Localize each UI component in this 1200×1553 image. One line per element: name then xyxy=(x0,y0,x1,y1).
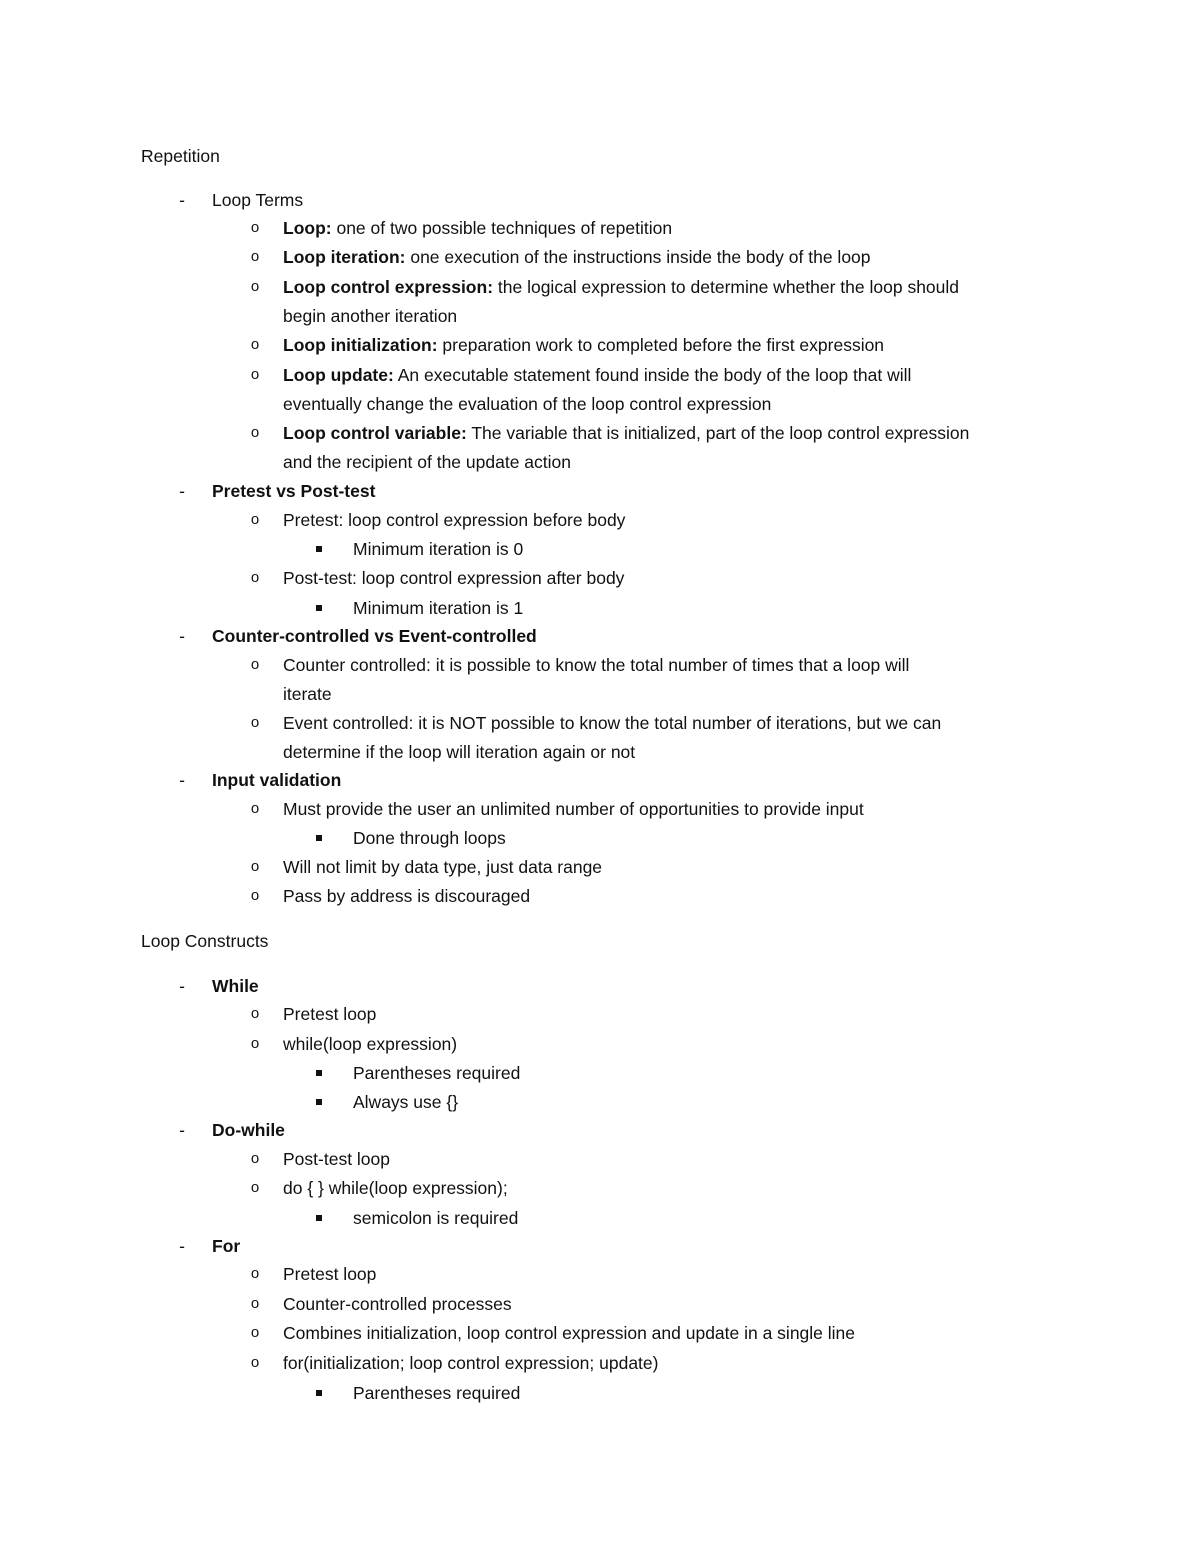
dash-bullet: - xyxy=(179,1236,185,1256)
dowhile-item-1: Post-test loop xyxy=(283,1149,390,1169)
circle-bullet: o xyxy=(250,800,260,817)
validation-item-2: Will not limit by data type, just data range xyxy=(283,857,603,877)
circle-bullet: o xyxy=(250,1150,260,1167)
while-item-2: while(loop expression) xyxy=(283,1034,458,1054)
for-item-2: Counter-controlled processes xyxy=(283,1294,512,1314)
circle-bullet: o xyxy=(250,248,260,265)
term-loop-control-expression: Loop control expression: the logical expression to determine whether the loop should xyxy=(283,277,960,297)
circle-bullet: o xyxy=(250,278,260,295)
pretest-item: Pretest: loop control expression before body xyxy=(283,510,626,530)
circle-bullet: o xyxy=(250,858,260,875)
circle-bullet: o xyxy=(250,887,260,904)
while-subitem-1: Parentheses required xyxy=(353,1063,521,1083)
circle-bullet: o xyxy=(250,1005,260,1022)
square-bullet xyxy=(316,1061,326,1085)
circle-bullet: o xyxy=(250,1179,260,1196)
posttest-item: Post-test: loop control expression after body xyxy=(283,568,625,588)
circle-bullet: o xyxy=(250,366,260,383)
circle-bullet: o xyxy=(250,511,260,528)
square-bullet xyxy=(316,1206,326,1230)
term-loop-control-variable: Loop control variable: The variable that is initialized, part of the loop control expression xyxy=(283,423,970,443)
pretest-vs-posttest-label: Pretest vs Post-test xyxy=(212,481,376,501)
circle-bullet: o xyxy=(250,1295,260,1312)
for-item-1: Pretest loop xyxy=(283,1264,377,1284)
counter-controlled-item: Counter controlled: it is possible to know the total number of times that a loop will xyxy=(283,655,910,675)
term-loop-control-expression-cont: begin another iteration xyxy=(283,306,458,326)
while-label: While xyxy=(212,976,259,996)
circle-bullet: o xyxy=(250,656,260,673)
section-heading-loop-constructs: Loop Constructs xyxy=(141,931,269,951)
pretest-min-iteration: Minimum iteration is 0 xyxy=(353,539,524,559)
for-item-3: Combines initialization, loop control expression and update in a single line xyxy=(283,1323,856,1343)
circle-bullet: o xyxy=(250,1035,260,1052)
dowhile-label: Do-while xyxy=(212,1120,285,1140)
posttest-min-iteration: Minimum iteration is 1 xyxy=(353,598,524,618)
validation-item-1: Must provide the user an unlimited number of opportunities to provide input xyxy=(283,799,864,819)
while-item-1: Pretest loop xyxy=(283,1004,377,1024)
square-bullet xyxy=(316,1381,326,1405)
dash-bullet: - xyxy=(179,770,185,790)
counter-controlled-item-cont: iterate xyxy=(283,684,332,704)
input-validation-label: Input validation xyxy=(212,770,342,790)
dash-bullet: - xyxy=(179,481,185,501)
circle-bullet: o xyxy=(250,569,260,586)
term-loop-update-cont: eventually change the evaluation of the loop control expression xyxy=(283,394,772,414)
for-subitem-1: Parentheses required xyxy=(353,1383,521,1403)
square-bullet xyxy=(316,1090,326,1114)
circle-bullet: o xyxy=(250,1354,260,1371)
term-loop-update: Loop update: An executable statement found inside the body of the loop that will xyxy=(283,365,912,385)
counter-vs-event-label: Counter-controlled vs Event-controlled xyxy=(212,626,537,646)
for-item-4: for(initialization; loop control expression; update) xyxy=(283,1353,659,1373)
square-bullet xyxy=(316,596,326,620)
square-bullet xyxy=(316,826,326,850)
dash-bullet: - xyxy=(179,1120,185,1140)
circle-bullet: o xyxy=(250,1265,260,1282)
while-subitem-2: Always use {} xyxy=(353,1092,459,1112)
dash-bullet: - xyxy=(179,190,185,210)
circle-bullet: o xyxy=(250,219,260,236)
term-loop-initialization: Loop initialization: preparation work to completed before the first expression xyxy=(283,335,885,355)
circle-bullet: o xyxy=(250,424,260,441)
circle-bullet: o xyxy=(250,1324,260,1341)
circle-bullet: o xyxy=(250,336,260,353)
loop-terms-label: Loop Terms xyxy=(212,190,304,210)
dowhile-subitem-1: semicolon is required xyxy=(353,1208,519,1228)
dash-bullet: - xyxy=(179,976,185,996)
event-controlled-item: Event controlled: it is NOT possible to know the total number of iterations, but we can xyxy=(283,713,942,733)
dash-bullet: - xyxy=(179,626,185,646)
for-label: For xyxy=(212,1236,241,1256)
section-heading-repetition: Repetition xyxy=(141,146,220,166)
square-bullet xyxy=(316,537,326,561)
circle-bullet: o xyxy=(250,714,260,731)
term-loop-iteration: Loop iteration: one execution of the instructions inside the body of the loop xyxy=(283,247,871,267)
validation-item-3: Pass by address is discouraged xyxy=(283,886,531,906)
validation-subitem: Done through loops xyxy=(353,828,506,848)
term-loop-control-variable-cont: and the recipient of the update action xyxy=(283,452,571,472)
event-controlled-item-cont: determine if the loop will iteration again or not xyxy=(283,742,636,762)
dowhile-item-2: do { } while(loop expression); xyxy=(283,1178,508,1198)
term-loop: Loop: one of two possible techniques of repetition xyxy=(283,218,673,238)
